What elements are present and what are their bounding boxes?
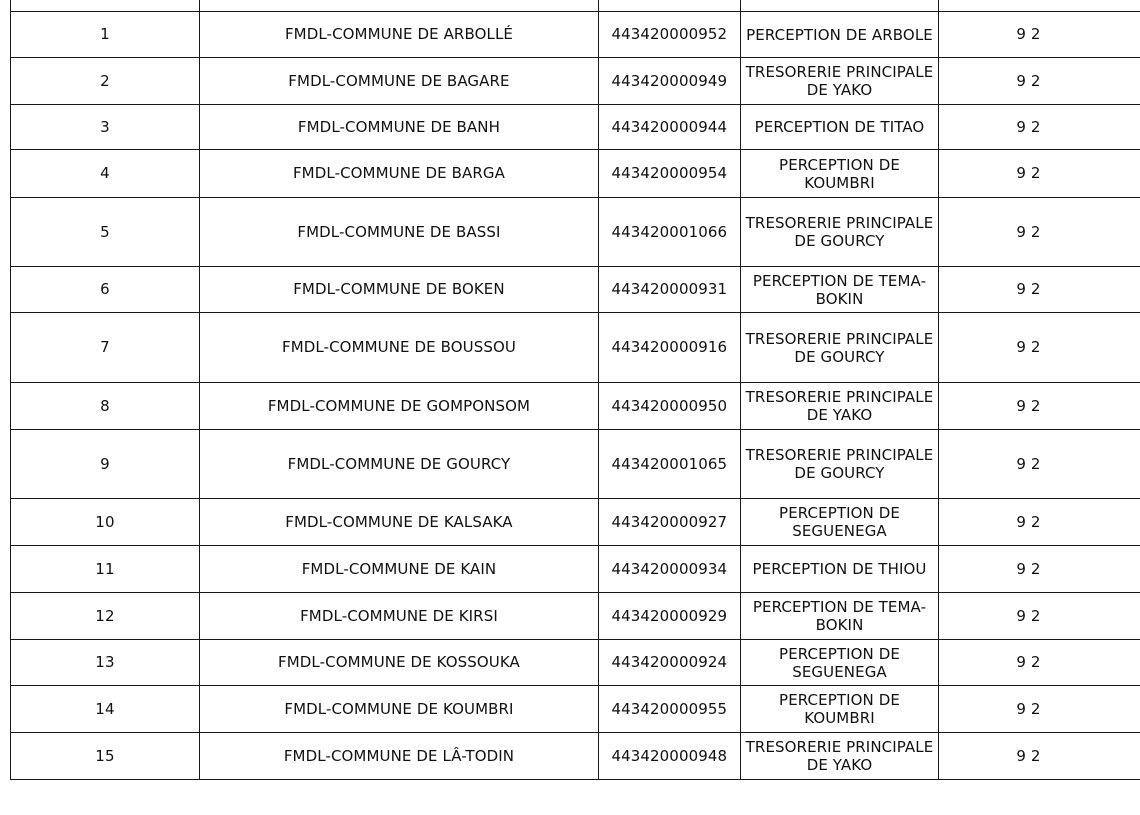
amount-cell: 9 2 xyxy=(939,686,1140,733)
treasury-office-cell: PERCEPTION DE TEMA-BOKIN xyxy=(740,267,939,313)
commune-accounts-table xyxy=(10,0,1140,780)
amount-cell: 9 2 xyxy=(939,430,1140,499)
commune-name-cell: FMDL-COMMUNE DE BOUSSOU xyxy=(199,313,598,383)
amount-cell: 9 2 xyxy=(939,640,1140,686)
treasury-office-cell: TRESORERIE PRINCIPALE DE GOURCY xyxy=(740,430,939,499)
header-cell xyxy=(199,0,598,12)
treasury-office-cell: PERCEPTION DE THIOU xyxy=(740,546,939,593)
commune-name-cell: FMDL-COMMUNE DE LÂ-TODIN xyxy=(199,733,598,780)
amount-cell: 9 2 xyxy=(939,593,1140,640)
row-number-cell: 1 xyxy=(11,12,200,58)
account-number-cell: 443420000916 xyxy=(599,313,741,383)
amount-cell: 9 2 xyxy=(939,198,1140,267)
row-number-cell: 10 xyxy=(11,499,200,546)
header-cell xyxy=(939,0,1140,12)
amount-cell: 9 2 xyxy=(939,499,1140,546)
commune-name-cell: FMDL-COMMUNE DE BANH xyxy=(199,105,598,150)
account-number-cell: 443420001066 xyxy=(599,198,741,267)
account-number-cell: 443420000950 xyxy=(599,383,741,430)
row-number-cell: 15 xyxy=(11,733,200,780)
row-number-cell: 8 xyxy=(11,383,200,430)
table-row xyxy=(11,267,1140,313)
account-number-cell: 443420000955 xyxy=(599,686,741,733)
table-row xyxy=(11,58,1140,105)
account-number-cell: 443420000934 xyxy=(599,546,741,593)
amount-cell: 9 2 xyxy=(939,105,1140,150)
table-row xyxy=(11,593,1140,640)
treasury-office-cell: PERCEPTION DE SEGUENEGA xyxy=(740,640,939,686)
table-header-remnant xyxy=(11,0,1140,12)
amount-cell: 9 2 xyxy=(939,313,1140,383)
commune-name-cell: FMDL-COMMUNE DE GOMPONSOM xyxy=(199,383,598,430)
row-number-cell: 13 xyxy=(11,640,200,686)
commune-name-cell: FMDL-COMMUNE DE KOUMBRI xyxy=(199,686,598,733)
amount-cell: 9 2 xyxy=(939,267,1140,313)
table-row xyxy=(11,686,1140,733)
treasury-office-cell: PERCEPTION DE TITAO xyxy=(740,105,939,150)
treasury-office-cell: TRESORERIE PRINCIPALE DE YAKO xyxy=(740,58,939,105)
table-row xyxy=(11,733,1140,780)
account-number-cell: 443420000948 xyxy=(599,733,741,780)
row-number-cell: 14 xyxy=(11,686,200,733)
amount-cell: 9 2 xyxy=(939,546,1140,593)
commune-name-cell: FMDL-COMMUNE DE KOSSOUKA xyxy=(199,640,598,686)
treasury-office-cell: PERCEPTION DE SEGUENEGA xyxy=(740,499,939,546)
table-body xyxy=(11,0,1140,780)
row-number-cell: 4 xyxy=(11,150,200,198)
table-row xyxy=(11,105,1140,150)
account-number-cell: 443420000944 xyxy=(599,105,741,150)
commune-name-cell: FMDL-COMMUNE DE KIRSI xyxy=(199,593,598,640)
table-row xyxy=(11,198,1140,267)
table-row xyxy=(11,546,1140,593)
commune-name-cell: FMDL-COMMUNE DE BASSI xyxy=(199,198,598,267)
amount-cell: 9 2 xyxy=(939,58,1140,105)
account-number-cell: 443420000949 xyxy=(599,58,741,105)
commune-name-cell: FMDL-COMMUNE DE BARGA xyxy=(199,150,598,198)
account-number-cell: 443420000952 xyxy=(599,12,741,58)
commune-name-cell: FMDL-COMMUNE DE GOURCY xyxy=(199,430,598,499)
amount-cell: 9 2 xyxy=(939,150,1140,198)
row-number-cell: 3 xyxy=(11,105,200,150)
row-number-cell: 5 xyxy=(11,198,200,267)
header-cell xyxy=(11,0,200,12)
table-row xyxy=(11,640,1140,686)
account-number-cell: 443420000931 xyxy=(599,267,741,313)
commune-name-cell: FMDL-COMMUNE DE KALSAKA xyxy=(199,499,598,546)
commune-name-cell: FMDL-COMMUNE DE BOKEN xyxy=(199,267,598,313)
account-number-cell: 443420000929 xyxy=(599,593,741,640)
account-number-cell: 443420001065 xyxy=(599,430,741,499)
table-row xyxy=(11,12,1140,58)
treasury-office-cell: TRESORERIE PRINCIPALE DE GOURCY xyxy=(740,313,939,383)
row-number-cell: 2 xyxy=(11,58,200,105)
account-number-cell: 443420000924 xyxy=(599,640,741,686)
treasury-office-cell: PERCEPTION DE KOUMBRI xyxy=(740,150,939,198)
amount-cell: 9 2 xyxy=(939,12,1140,58)
treasury-office-cell: PERCEPTION DE KOUMBRI xyxy=(740,686,939,733)
treasury-office-cell: PERCEPTION DE TEMA-BOKIN xyxy=(740,593,939,640)
table-row xyxy=(11,383,1140,430)
header-cell xyxy=(740,0,939,12)
row-number-cell: 7 xyxy=(11,313,200,383)
commune-name-cell: FMDL-COMMUNE DE ARBOLLÉ xyxy=(199,12,598,58)
amount-cell: 9 2 xyxy=(939,383,1140,430)
row-number-cell: 6 xyxy=(11,267,200,313)
treasury-office-cell: PERCEPTION DE ARBOLE xyxy=(740,12,939,58)
header-cell xyxy=(599,0,741,12)
commune-name-cell: FMDL-COMMUNE DE KAIN xyxy=(199,546,598,593)
row-number-cell: 9 xyxy=(11,430,200,499)
table-row xyxy=(11,313,1140,383)
table-row xyxy=(11,499,1140,546)
amount-cell: 9 2 xyxy=(939,733,1140,780)
treasury-office-cell: TRESORERIE PRINCIPALE DE YAKO xyxy=(740,383,939,430)
treasury-office-cell: TRESORERIE PRINCIPALE DE GOURCY xyxy=(740,198,939,267)
table-row xyxy=(11,430,1140,499)
table-row xyxy=(11,150,1140,198)
commune-name-cell: FMDL-COMMUNE DE BAGARE xyxy=(199,58,598,105)
account-number-cell: 443420000954 xyxy=(599,150,741,198)
row-number-cell: 11 xyxy=(11,546,200,593)
row-number-cell: 12 xyxy=(11,593,200,640)
account-number-cell: 443420000927 xyxy=(599,499,741,546)
treasury-office-cell: TRESORERIE PRINCIPALE DE YAKO xyxy=(740,733,939,780)
